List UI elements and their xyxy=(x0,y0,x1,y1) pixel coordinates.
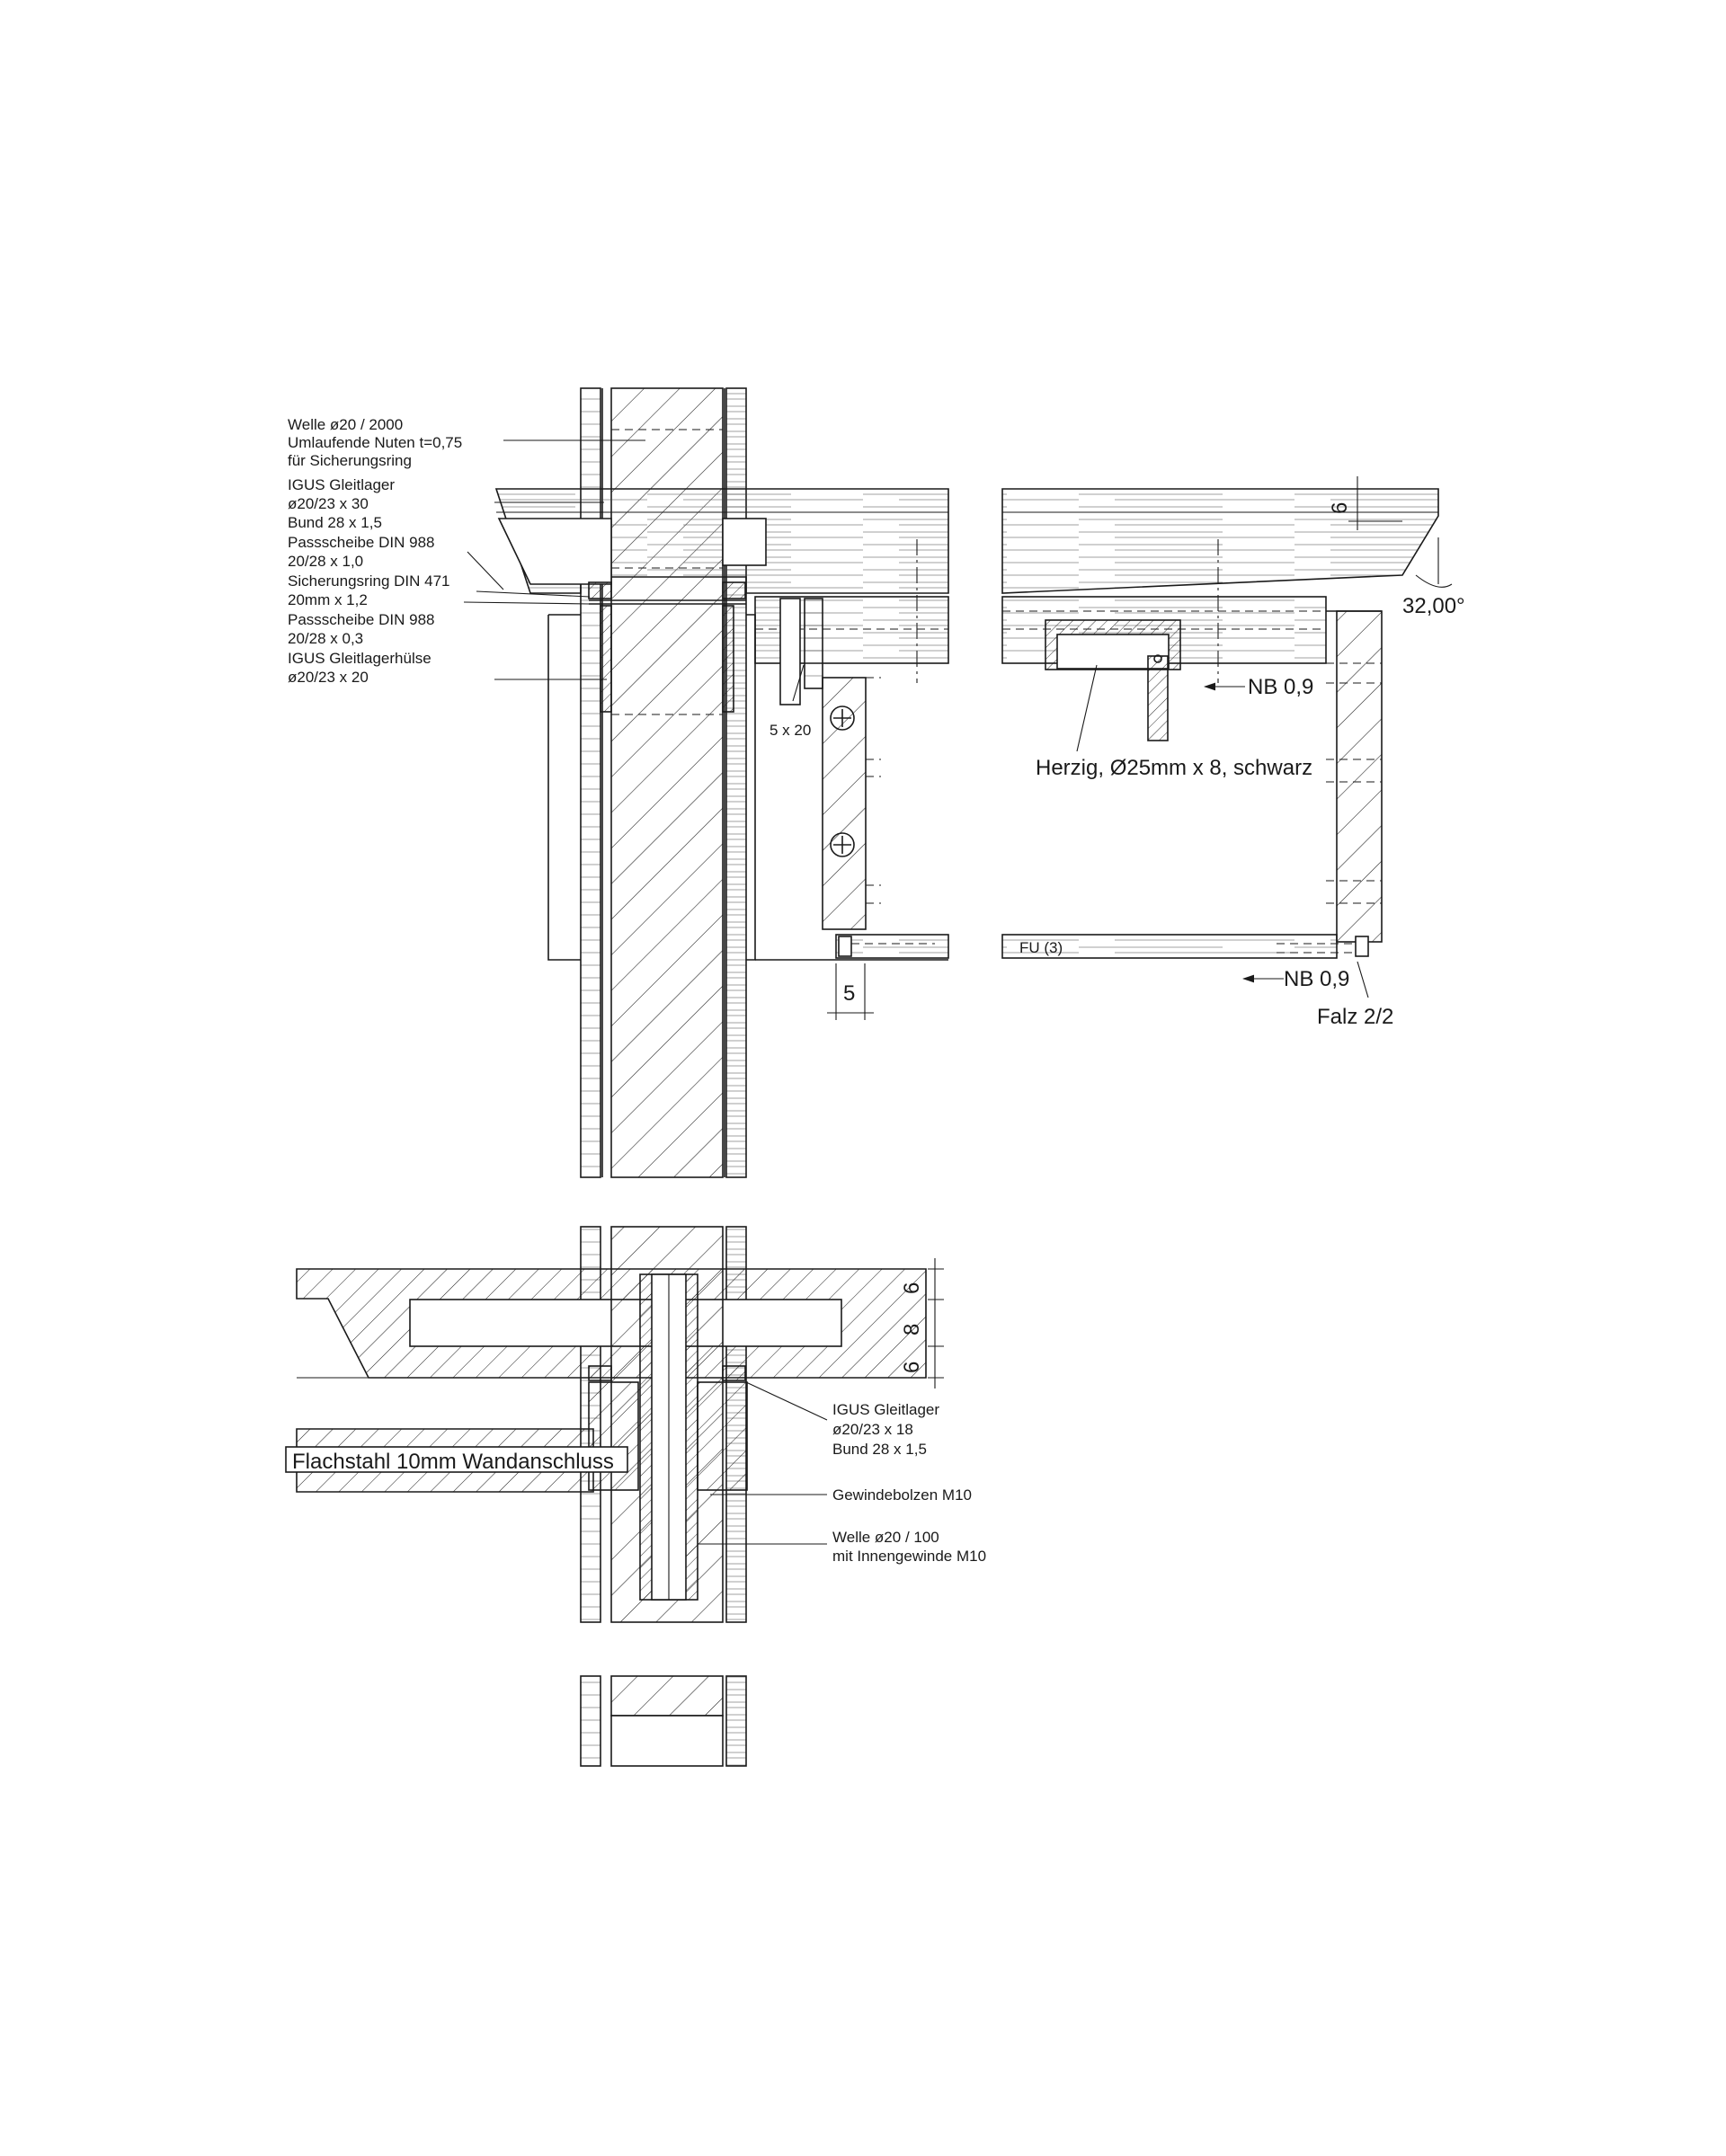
label-circlip xyxy=(288,572,449,608)
bearing-bottom-line-3: Bund 28 x 1,5 xyxy=(832,1441,927,1458)
label-threaded-bolt: Gewindebolzen M10 xyxy=(832,1486,972,1504)
dim-text-gap: 5 xyxy=(843,981,856,1006)
shaft-line-2: Umlaufende Nuten t=0,75 xyxy=(288,434,463,451)
label-screw: 5 x 20 xyxy=(770,722,812,739)
label-bearing-top xyxy=(288,476,395,531)
label-shaft xyxy=(288,416,462,469)
circlip-line-1: Sicherungsring DIN 471 xyxy=(288,572,450,590)
shim-bottom-line-1: Passscheibe DIN 988 xyxy=(288,611,435,628)
shim-top-line-1: Passscheibe DIN 988 xyxy=(288,534,435,551)
shaft-line-3: für Sicherungsring xyxy=(288,452,412,469)
bearing-bottom-line-2: ø20/23 x 18 xyxy=(832,1421,913,1438)
sleeve-line-1: IGUS Gleitlagerhülse xyxy=(288,650,432,667)
dim-text-top-plate: 6 xyxy=(1328,501,1352,514)
shaft-bottom-line-1: Welle ø20 / 100 xyxy=(832,1529,939,1546)
shaft-line-1: Welle ø20 / 2000 xyxy=(288,416,404,433)
label-sleeve xyxy=(288,650,432,686)
label-nb-lower: NB 0,9 xyxy=(1284,967,1350,991)
label-shim-bottom xyxy=(288,611,434,647)
shim-bottom-line-2: 20/28 x 0,3 xyxy=(288,630,364,647)
label-angle: 32,00° xyxy=(1402,594,1465,618)
sleeve-line-2: ø20/23 x 20 xyxy=(288,669,369,686)
shaft-bottom-line-2: mit Innengewinde M10 xyxy=(832,1548,987,1565)
label-shim-top xyxy=(288,534,434,570)
dim-text-base-c: 6 xyxy=(900,1361,924,1373)
dim-text-base-a: 6 xyxy=(900,1282,924,1294)
dim-text-base-b: 8 xyxy=(900,1323,924,1335)
label-bearing-bottom xyxy=(832,1401,939,1458)
bearing-top-line-1: IGUS Gleitlager xyxy=(288,476,396,493)
bearing-top-line-3: Bund 28 x 1,5 xyxy=(288,514,382,531)
label-nb-upper: NB 0,9 xyxy=(1248,675,1314,699)
dim-base xyxy=(928,1258,944,1389)
label-handle: Herzig, Ø25mm x 8, schwarz xyxy=(1036,756,1313,780)
label-flat-steel: Flachstahl 10mm Wandanschluss xyxy=(292,1450,614,1474)
label-shaft-bottom xyxy=(832,1529,986,1565)
circlip-line-2: 20mm x 1,2 xyxy=(288,591,368,608)
label-falz: Falz 2/2 xyxy=(1317,1005,1394,1029)
label-fu: FU (3) xyxy=(1019,939,1063,956)
drawer-upper xyxy=(755,597,948,958)
shim-top-line-2: 20/28 x 1,0 xyxy=(288,553,364,570)
lower-assembly xyxy=(286,1227,926,1766)
bearing-bottom-line-1: IGUS Gleitlager xyxy=(832,1401,940,1418)
bearing-top-line-2: ø20/23 x 30 xyxy=(288,495,369,512)
